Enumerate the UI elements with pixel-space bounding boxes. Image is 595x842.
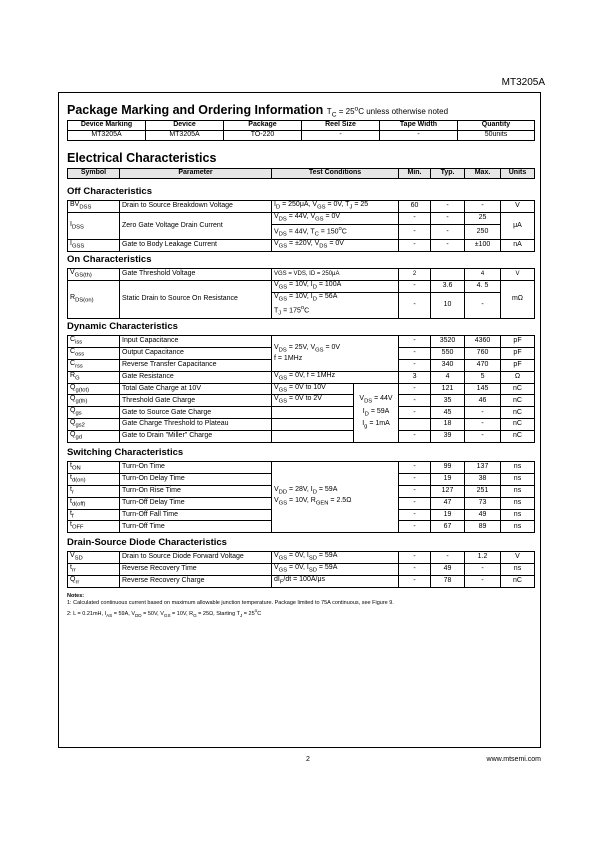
col-package: Package: [224, 121, 302, 131]
table-row: $BV_{DSS}$ Drain to Source Breakdown Voltage $I_D = 250\mu A$, $V_{GS} = 0V$, $T_J = 25$ 60 - - V: [68, 201, 535, 213]
note-2: 2: L = 0.21mH, $I_{AS} = 59A$, $V_{DD} = 50V$, $V_{GS} = 10V$, $R_G = 25\Omega$, Starting $T_J = 25^oC$: [67, 608, 262, 618]
table-row: $V_{SD}$ Drain to Source Diode Forward Voltage $V_{GS} = 0V$, $I_{SD} = 59A$ - - 1.2 V: [68, 552, 535, 564]
col-device-marking: Device Marking: [68, 121, 146, 131]
header-part-number: MT3205A: [501, 77, 545, 88]
table-row: $t_{rr}$ Reverse Recovery Time $V_{GS} = 0V$, $I_{SD} = 59A$ - 49 - ns: [68, 563, 535, 575]
col-typ: Typ.: [431, 169, 465, 179]
table-row: $Q_{gs}$ Gate to Source Gate Charge - 45 - nC: [68, 407, 535, 419]
table-row: $Q_{g(th)}$ Threshold Gate Charge $V_{GS} = 0V$ to 2V - 35 46 nC: [68, 395, 535, 407]
off-title: Off Characteristics: [67, 186, 153, 197]
notes: [67, 593, 394, 619]
col-units: Units: [501, 169, 535, 179]
table-row: $t_{d(off)}$ Turn-Off Delay Time - 47 73 ns: [68, 497, 535, 509]
ordering-title: Package Marking and Ordering Information $T_C = 25^oC$ unless otherwise noted: [67, 103, 449, 119]
table-row: $Q_{g(tot)}$ Total Gate Charge at 10V $V_{GS} = 0V$ to 10V $V_{DS} = 44V$ $I_D = 59A$ $I_g = 1mA$ - 121 145 nC: [68, 383, 535, 395]
on-title: On Characteristics: [67, 254, 152, 265]
page-number: 2: [306, 756, 310, 763]
table-row: MT3205A MT3205A TO-220 - - 50units: [68, 131, 535, 141]
switching-title: Switching Characteristics: [67, 447, 184, 458]
diode-title: Drain-Source Diode Characteristics: [67, 537, 227, 548]
table-row: $C_{oss}$ Output Capacitance - 550 760 pF: [68, 347, 535, 359]
col-tape-width: Tape Width: [380, 121, 458, 131]
table-row: $t_{OFF}$ Turn-Off Time - 67 89 ns: [68, 521, 535, 533]
table-row: $V_{GS} = 10V$, $I_D = 56A$ $T_J = 175^oC$ - 10 -: [68, 292, 535, 318]
col-min: Min.: [399, 169, 431, 179]
off-table: [67, 200, 535, 252]
note-1: 1: Calculated continuous current based on maximum allowable junction temperature. Package limited to 75A continuous, see Figure 9.: [67, 600, 394, 606]
on-table: [67, 268, 535, 319]
col-quantity: Quantity: [458, 121, 535, 131]
table-row: $R_G$ Gate Resistance $V_{GS} = 0V$, f = 1MHz 3 4 5 Ω: [68, 371, 535, 383]
ordering-table: [67, 120, 535, 141]
table-row: $t_r$ Turn-On Rise Time - 127 251 ns: [68, 485, 535, 497]
table-row: $R_{DS(on)}$ Static Drain to Source On Resistance $V_{GS} = 10V$, $I_D = 100A$ - 3.6 4. 5 mΩ: [68, 280, 535, 292]
table-row: $I_{DSS}$ Zero Gate Voltage Drain Current $V_{DS} = 44V$, $V_{GS} = 0V$ - - 25 μA: [68, 212, 535, 224]
dynamic-table: [67, 335, 535, 443]
col-device: Device: [146, 121, 224, 131]
table-row: $C_{iss}$ Input Capacitance $V_{DS} = 25V$, $V_{GS} = 0V$ f = 1MHz - 3520 4360 pF: [68, 336, 535, 348]
col-max: Max.: [465, 169, 501, 179]
col-parameter: Parameter: [120, 169, 272, 179]
table-row: $Q_{gd}$ Gate to Drain "Miller" Charge - 39 - nC: [68, 431, 535, 443]
col-symbol: Symbol: [68, 169, 120, 179]
table-row: $Q_{rr}$ Reverse Recovery Charge $dI_F/dt = 100A/\mu s$ - 78 - nC: [68, 575, 535, 587]
electrical-title: Electrical Characteristics: [67, 151, 217, 165]
table-row: $V_{GS(th)}$ Gate Threshold Voltage VGS = VDS, ID = 250μA 2 4 V: [68, 269, 535, 281]
footer-url: www.mtsemi.com: [486, 756, 541, 763]
diode-table: [67, 551, 535, 588]
table-row: $t_{ON}$ Turn-On Time $V_{DD} = 28V$, $I_D = 59A$ $V_{GS} = 10V$, $R_{GEN} = 2.5\Omega$ - 99 137 ns: [68, 462, 535, 474]
table-row: $C_{rss}$ Reverse Transfer Capacitance - 340 470 pF: [68, 359, 535, 371]
electrical-header-table: [67, 168, 535, 179]
table-row: $t_f$ Turn-Off Fall Time - 19 49 ns: [68, 509, 535, 521]
datasheet-frame: [58, 92, 541, 748]
col-test-conditions: Test Conditions: [272, 169, 399, 179]
dynamic-title: Dynamic Characteristics: [67, 321, 178, 332]
col-reel-size: Reel Size: [302, 121, 380, 131]
table-row: $t_{d(on)}$ Turn-On Delay Time - 19 38 ns: [68, 473, 535, 485]
notes-title: Notes:: [67, 593, 85, 599]
switching-table: [67, 461, 535, 533]
table-row: $V_{DS} = 44V$, $T_C = 150^oC$ - - 250: [68, 224, 535, 239]
table-row: $I_{GSS}$ Gate to Body Leakage Current $V_{GS} = \pm 20V$, $V_{DS} = 0V$ - - ±100 nA: [68, 240, 535, 252]
table-row: $Q_{gs2}$ Gate Charge Threshold to Plateau 18 - nC: [68, 419, 535, 431]
